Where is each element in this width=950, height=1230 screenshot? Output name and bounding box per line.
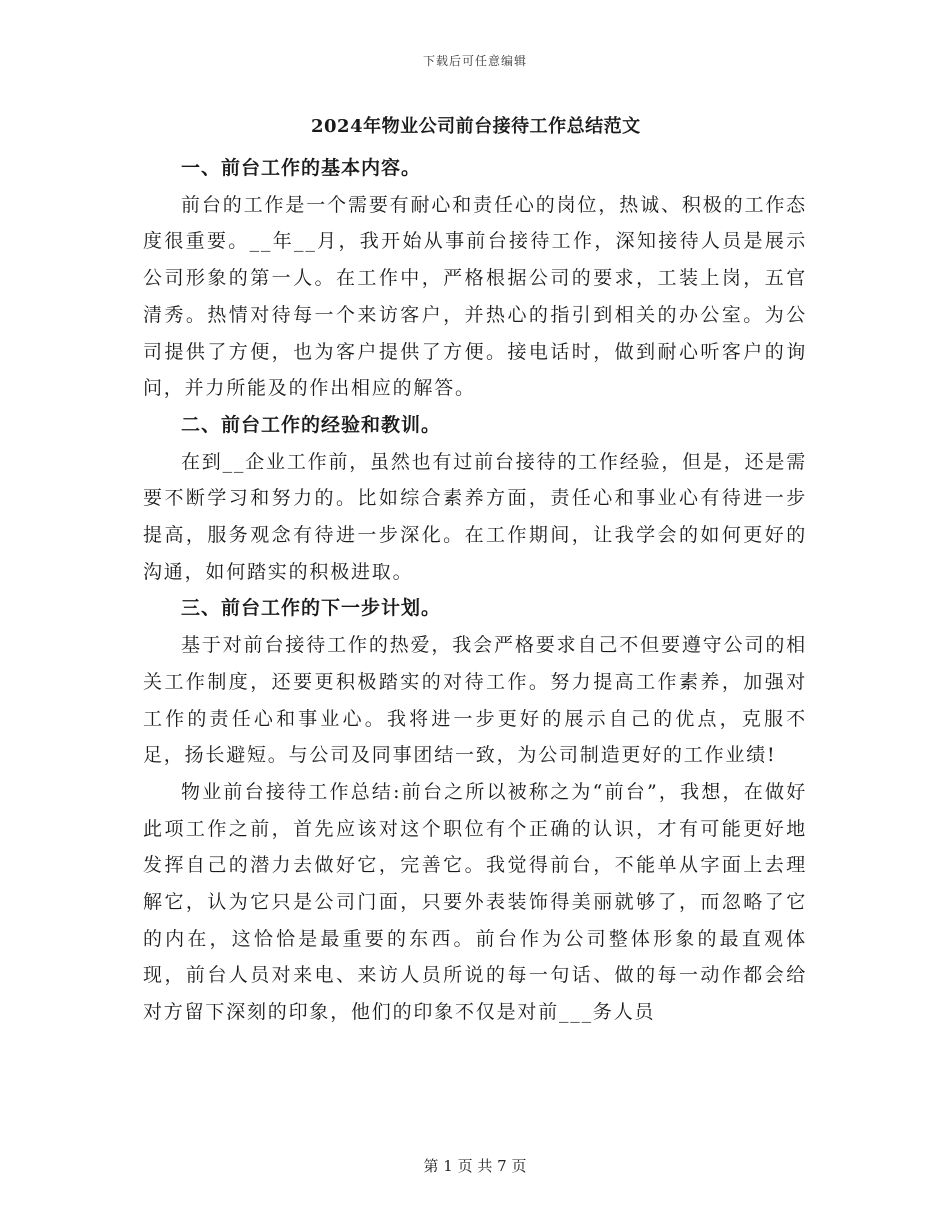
closing-paragraph: 物业前台接待工作总结:前台之所以被称之为“前台”，我想，在做好此项工作之前，首先应该对这个职位有个正确的认识，才有可能更好地发挥自己的潜力去做好它，完善它。我觉得前台，不能单从字面上去理解它，认为它只是公司门面，只要外表装饰得美丽就够了，而忽略了它的内在，这恰恰是最重要的东西。前台作为公司整体形象的最直观体现，前台人员对来电、来访人员所说的每一句话、做的每一动作都会给对方留下深刻的印象，他们的印象不仅是对前___务人员 xyxy=(143,780,807,1024)
section-paragraph-1: 前台的工作是一个需要有耐心和责任心的岗位，热诚、积极的工作态度很重要。__年__月，我开始从事前台接待工作，深知接待人员是展示公司形象的第一人。在工作中，严格根据公司的要求，工装上岗，五官清秀。热情对待每一个来访客户，并热心的指引到相关的办公室。为公司提供了方便，也为客户提供了方便。接电话时，做到耐心听客户的询问，并力所能及的作出相应的解答。 xyxy=(143,193,807,400)
page-header: 下载后可任意编辑 xyxy=(422,54,527,68)
page-number: 第 1 页 共 7 页 xyxy=(423,1157,527,1175)
section-heading-2: 二、前台工作的经验和教训。 xyxy=(181,413,442,436)
section-paragraph-2: 在到__企业工作前，虽然也有过前台接待的工作经验，但是，还是需要不断学习和努力的。比如综合素养方面，责任心和事业心有待进一步提高，服务观念有待进一步深化。在工作期间，让我学会的如何更好的沟通，如何踏实的积极进取。 xyxy=(143,450,807,583)
section-paragraph-3: 基于对前台接待工作的热爱，我会严格要求自己不但要遵守公司的相关工作制度，还要更积极踏实的对待工作。努力提高工作素养，加强对工作的责任心和事业心。我将进一步更好的展示自己的优点，克服不足，扬长避短。与公司及同事团结一致，为公司制造更好的工作业绩! xyxy=(143,634,807,767)
document-title: 2024年物业公司前台接待工作总结范文 xyxy=(311,116,641,137)
section-heading-3: 三、前台工作的下一步计划。 xyxy=(181,597,442,620)
section-heading-1: 一、前台工作的基本内容。 xyxy=(181,157,422,179)
document-body xyxy=(143,112,807,1031)
